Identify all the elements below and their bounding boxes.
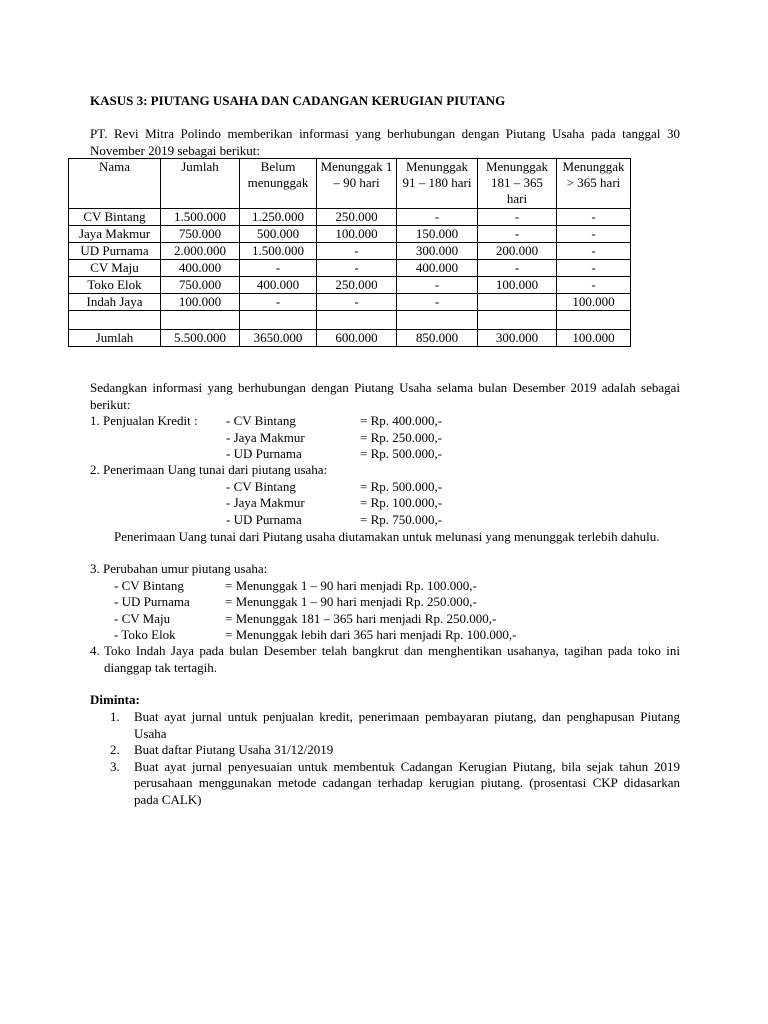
aging-label-row [90, 561, 680, 578]
table-cell: - [317, 243, 397, 260]
table-cell [557, 311, 631, 330]
table-cell: 750.000 [161, 277, 240, 294]
table-cell [478, 294, 557, 311]
table-cell: 200.000 [478, 243, 557, 260]
header-menunggak-181-365: Menunggak 181 – 365 hari [478, 159, 557, 209]
table-cell: 1.500.000 [161, 209, 240, 226]
aging-row [90, 611, 680, 628]
header-belum-menunggak: Belum menunggak [240, 159, 317, 209]
aging-section [90, 561, 680, 644]
receipts-label-row [90, 462, 680, 479]
receipts-note: Penerimaan Uang tunai dari Piutang usaha diutamakan untuk melunasi yang menunggak terlebih dahulu. [114, 529, 660, 544]
table-cell: 3650.000 [240, 330, 317, 347]
table-cell: Jumlah [69, 330, 161, 347]
receipts-item-amount: = Rp. 100.000,- [360, 495, 443, 510]
table-cell: 600.000 [317, 330, 397, 347]
table-cell [317, 311, 397, 330]
table-cell: - [557, 260, 631, 277]
sales-item-name: - Jaya Makmur [226, 429, 305, 445]
receipts-row [90, 495, 680, 512]
header-menunggak-365: Menunggak > 365 hari [557, 159, 631, 209]
receipts-row [90, 479, 680, 496]
table-cell: 400.000 [240, 277, 317, 294]
aging-item-desc: = Menunggak 1 – 90 hari menjadi Rp. 250.000,- [225, 594, 477, 609]
header-jumlah: Jumlah [161, 159, 240, 209]
diminta-item-text: Buat daftar Piutang Usaha 31/12/2019 [134, 742, 334, 757]
table-cell: - [478, 226, 557, 243]
table-cell [397, 311, 478, 330]
table-row [69, 294, 631, 311]
table-row [69, 277, 631, 294]
sales-item-name: - UD Purnama [226, 446, 302, 461]
table-row [69, 243, 631, 260]
table-cell: 100.000 [478, 277, 557, 294]
diminta-item-text: Buat ayat jurnal untuk penjualan kredit, penerimaan pembayaran piutang, dan penghapusan Piutang Usaha [134, 709, 680, 741]
table-cell: Jaya Makmur [69, 226, 161, 243]
header-menunggak-91-180: Menunggak 91 – 180 hari [397, 159, 478, 209]
aging-item-name: - Toko Elok [114, 627, 176, 642]
table-cell: Toko Elok [69, 277, 161, 294]
table-cell: 400.000 [397, 260, 478, 277]
table-cell: 500.000 [240, 226, 317, 243]
table-cell: 300.000 [478, 330, 557, 347]
table-row [69, 260, 631, 277]
table-cell: 250.000 [317, 209, 397, 226]
intro-paragraph: PT. Revi Mitra Polindo memberikan informasi yang berhubungan dengan Piutang Usaha pada tanggal 30 November 2019 sebagai berikut: [90, 126, 680, 158]
diminta-item [90, 759, 680, 809]
aging-item-name: - UD Purnama [114, 594, 190, 609]
table-header-row [69, 159, 631, 209]
table-cell: CV Bintang [69, 209, 161, 226]
header-nama: Nama [69, 159, 161, 209]
sales-item-amount: = Rp. 500.000,- [360, 446, 443, 461]
table-cell: 2.000.000 [161, 243, 240, 260]
table-cell: 1.500.000 [240, 243, 317, 260]
table-cell [478, 311, 557, 330]
header-menunggak-1-90: Menunggak 1 – 90 hari [317, 159, 397, 209]
table-cell: - [557, 277, 631, 294]
aging-row [90, 627, 680, 644]
sales-row [90, 413, 680, 430]
december-intro: Sedangkan informasi yang berhubungan dengan Piutang Usaha selama bulan Desember 2019 adalah sebagai berikut: [90, 380, 680, 412]
diminta-item [90, 742, 680, 759]
table-cell [240, 311, 317, 330]
receipts-item-name: - Jaya Makmur [226, 495, 305, 510]
table-cell: 100.000 [557, 330, 631, 347]
receipts-item-name: - CV Bintang [226, 478, 296, 494]
receipts-item-name: - UD Purnama [226, 511, 302, 527]
aging-label: 3. Perubahan umur piutang usaha: [90, 561, 268, 576]
aging-item-desc: = Menunggak 1 – 90 hari menjadi Rp. 100.000,- [225, 577, 477, 593]
table-cell: - [478, 209, 557, 226]
table-cell: CV Maju [69, 260, 161, 277]
diminta-heading: Diminta: [90, 692, 140, 707]
table-cell: 100.000 [161, 294, 240, 311]
item-4 [90, 643, 680, 676]
receipts-item-amount: = Rp. 500.000,- [360, 478, 443, 494]
table-cell: 400.000 [161, 260, 240, 277]
table-cell: 250.000 [317, 277, 397, 294]
table-row [69, 226, 631, 243]
receivables-aging-table [68, 158, 631, 347]
sales-row [90, 446, 680, 463]
table-cell: 100.000 [317, 226, 397, 243]
sales-item-amount: = Rp. 400.000,- [360, 413, 443, 428]
aging-item-name: - CV Maju [114, 610, 171, 626]
table-total-row [69, 330, 631, 347]
table-cell: 5.500.000 [161, 330, 240, 347]
table-cell: 150.000 [397, 226, 478, 243]
table-cell: 850.000 [397, 330, 478, 347]
table-cell: - [557, 209, 631, 226]
diminta-item [90, 709, 680, 742]
aging-row [90, 578, 680, 595]
table-cell: - [397, 277, 478, 294]
diminta-item-number: 3. [110, 758, 120, 774]
diminta-list [90, 709, 680, 808]
sales-section [90, 413, 680, 463]
sales-item-name: - CV Bintang [226, 413, 296, 428]
diminta-item-number: 1. [110, 709, 120, 724]
table-cell: - [557, 226, 631, 243]
table-cell: - [240, 260, 317, 277]
table-cell: - [397, 209, 478, 226]
table-cell [69, 311, 161, 330]
table-cell: 300.000 [397, 243, 478, 260]
receipts-section [90, 462, 680, 528]
aging-row [90, 594, 680, 611]
table-cell: - [478, 260, 557, 277]
table-cell: 1.250.000 [240, 209, 317, 226]
aging-item-desc: = Menunggak lebih dari 365 hari menjadi Rp. 100.000,- [225, 627, 517, 642]
sales-row [90, 430, 680, 447]
diminta-item-number: 2. [110, 742, 120, 757]
receipts-label: 2. Penerimaan Uang tunai dari piutang usaha: [90, 462, 328, 477]
table-blank-row [69, 311, 631, 330]
table-cell: - [240, 294, 317, 311]
diminta-item-text: Buat ayat jurnal penyesuaian untuk membentuk Cadangan Kerugian Piutang, bila sejak tahun 2019 perusahaan menggunakan metode cadangan terhadap kerugian piutang. (prosentasi CKP didasarkan pada CALK) [134, 758, 680, 807]
table-cell: 750.000 [161, 226, 240, 243]
case-title: KASUS 3: PIUTANG USAHA DAN CADANGAN KERUGIAN PIUTANG [90, 93, 506, 108]
receipts-item-amount: = Rp. 750.000,- [360, 511, 443, 527]
table-cell: - [317, 294, 397, 311]
aging-item-name: - CV Bintang [114, 577, 184, 593]
table-cell: - [317, 260, 397, 277]
table-cell: UD Purnama [69, 243, 161, 260]
receipts-row [90, 512, 680, 529]
sales-item-amount: = Rp. 250.000,- [360, 429, 443, 445]
aging-item-desc: = Menunggak 181 – 365 hari menjadi Rp. 250.000,- [225, 610, 497, 626]
table-cell: - [397, 294, 478, 311]
table-cell: Indah Jaya [69, 294, 161, 311]
item-4-text: Toko Indah Jaya pada bulan Desember telah bangkrut dan menghentikan usahanya, tagihan pada toko ini dianggap tak tertagih. [104, 643, 680, 675]
item-4-number: 4. [90, 643, 100, 658]
table-cell: 100.000 [557, 294, 631, 311]
table-row [69, 209, 631, 226]
table-cell [161, 311, 240, 330]
sales-label: 1. Penjualan Kredit : [90, 413, 198, 428]
table-cell: - [557, 243, 631, 260]
